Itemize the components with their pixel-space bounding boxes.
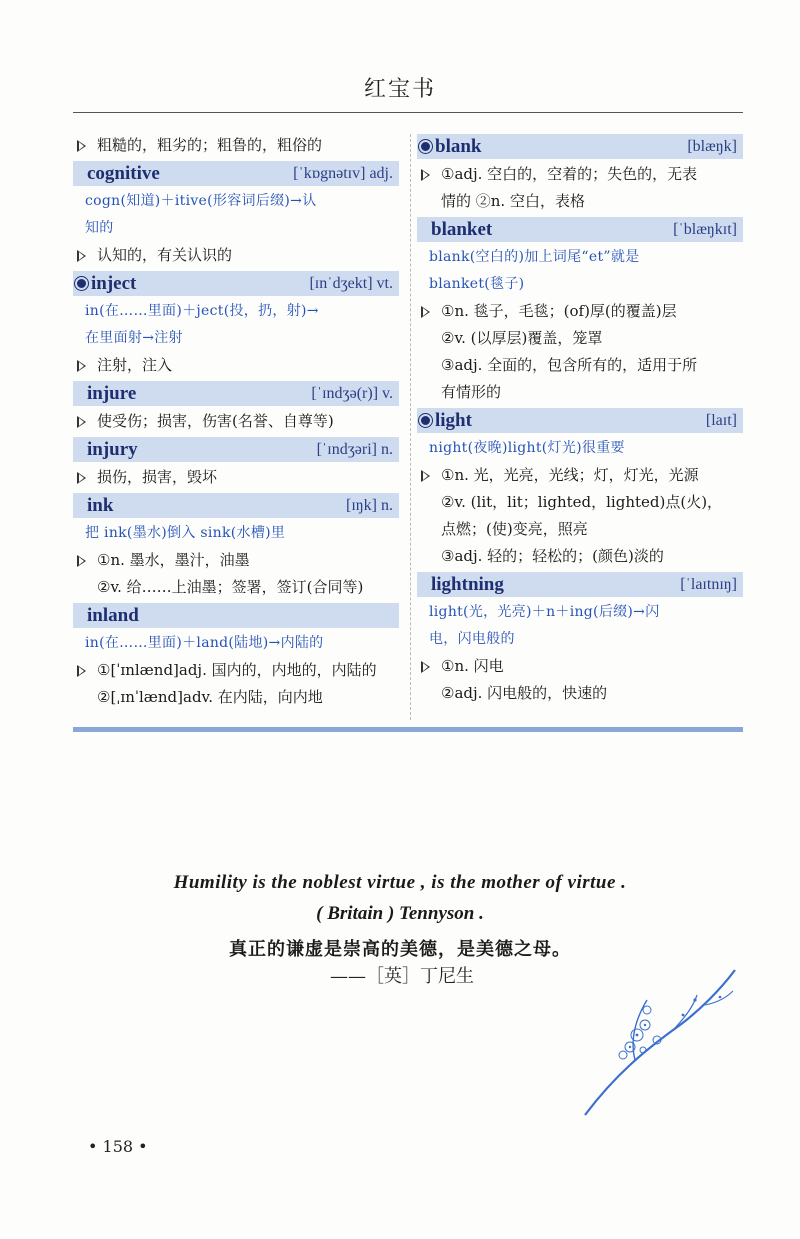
etymology-line: in(在……里面)＋land(陆地)→内陆的 bbox=[85, 635, 324, 651]
entry-word: blanket bbox=[431, 219, 493, 240]
section-bottom-rule bbox=[73, 727, 743, 732]
entry-header bbox=[73, 437, 399, 462]
key-word-dot-icon bbox=[75, 277, 88, 290]
entry-phonetic: [blæŋk] bbox=[687, 138, 737, 155]
entry-phonetic: [ˈɪndʒə(r)] v. bbox=[311, 385, 393, 402]
plum-blossom-branch-icon bbox=[575, 955, 745, 1125]
triangle-bullet-icon bbox=[421, 169, 430, 181]
triangle-bullet-icon bbox=[77, 555, 86, 567]
etymology-line: cogn(知道)＋itive(形容词后缀)→认 bbox=[85, 193, 317, 209]
entry-phonetic: [ˈlaɪtnɪŋ] bbox=[680, 576, 737, 593]
entry-header bbox=[417, 572, 743, 597]
entry-header bbox=[73, 271, 399, 296]
left-column bbox=[73, 132, 399, 711]
definition-line: ③adj. 轻的；轻松的；(颜色)淡的 bbox=[441, 547, 664, 565]
entry-word: blank bbox=[435, 136, 482, 157]
definition: ①n. 闪电 bbox=[417, 653, 743, 680]
etymology-line: 知的 bbox=[85, 220, 114, 236]
entry-header bbox=[73, 381, 399, 406]
entry-word: inland bbox=[87, 605, 139, 626]
etymology-line: 在里面射→注射 bbox=[85, 330, 183, 346]
definition-line: 情的 ②n. 空白，表格 bbox=[441, 192, 585, 210]
page-number: • 158 • bbox=[88, 1137, 148, 1156]
key-word-dot-icon bbox=[419, 140, 432, 153]
entry-word: ink bbox=[87, 495, 114, 516]
definition-line: ②[ˌɪnˈlænd]adv. 在内陆，向内地 bbox=[97, 688, 323, 706]
etymology-line: in(在……里面)＋ject(投，扔，射)→ bbox=[85, 303, 319, 319]
continuation-definition: 粗糙的，粗劣的；粗鲁的，粗俗的 bbox=[73, 132, 399, 159]
definition: 注射，注入 bbox=[73, 352, 399, 379]
quote-author-english: ( Britain ) Tennyson . bbox=[316, 903, 484, 924]
definition: ①[ˈɪnlænd]adj. 国内的，内地的，内陆的 bbox=[73, 657, 399, 684]
definition: ①n. 毯子，毛毯；(of)厚(的覆盖)层 bbox=[417, 298, 743, 325]
etymology-line: night(夜晚)light(灯光)很重要 bbox=[429, 440, 625, 456]
triangle-bullet-icon bbox=[421, 470, 430, 482]
definition-line: ②v. 给……上油墨；签署，签订(合同等) bbox=[97, 578, 364, 596]
triangle-bullet-icon bbox=[421, 306, 430, 318]
quote-english: Humility is the noblest virtue , is the mother of virtue . bbox=[173, 872, 627, 893]
quote-chinese: 真正的谦虚是崇高的美德，是美德之母。 bbox=[229, 939, 571, 960]
definition-line: ②v. (lit，lit；lighted，lighted)点(火)， bbox=[441, 493, 723, 511]
etymology-line: light(光，光亮)＋n＋ing(后缀)→闪 bbox=[429, 604, 660, 620]
entry-word-wrap bbox=[419, 134, 481, 159]
entry-header bbox=[73, 603, 399, 628]
entry-header bbox=[417, 134, 743, 159]
entry-header bbox=[73, 493, 399, 518]
definition: 使受伤；损害，伤害(名誉、自尊等) bbox=[73, 408, 399, 435]
definition: ①n. 墨水，墨汁，油墨 bbox=[73, 547, 399, 574]
entry-phonetic: [ˈɪndʒəri] n. bbox=[316, 441, 393, 458]
triangle-bullet-icon bbox=[77, 250, 86, 262]
entry-phonetic: [ɪnˈdʒekt] vt. bbox=[309, 275, 393, 292]
definition: 损伤，损害，毁坏 bbox=[73, 464, 399, 491]
entry-word: light bbox=[435, 410, 472, 431]
etymology-line: 电，闪电般的 bbox=[429, 631, 515, 647]
quote-author-chinese: ——［英］丁尼生 bbox=[330, 966, 474, 987]
key-word-dot-icon bbox=[419, 414, 432, 427]
triangle-bullet-icon bbox=[77, 140, 86, 152]
column-divider bbox=[410, 134, 411, 720]
right-column bbox=[417, 132, 743, 707]
triangle-bullet-icon bbox=[77, 665, 86, 677]
definition-line: 有情形的 bbox=[441, 383, 502, 401]
entry-header bbox=[417, 408, 743, 433]
header-divider bbox=[73, 112, 743, 113]
triangle-bullet-icon bbox=[77, 472, 86, 484]
triangle-bullet-icon bbox=[421, 661, 430, 673]
definition: ①n. 光，光亮，光线；灯，灯光，光源 bbox=[417, 462, 743, 489]
etymology-line: blanket(毯子) bbox=[429, 276, 525, 292]
definition: 认知的，有关认识的 bbox=[73, 242, 399, 269]
entry-phonetic: [ˈkɒgnətɪv] adj. bbox=[293, 165, 393, 182]
page-title: 红宝书 bbox=[363, 77, 436, 102]
entry-word-wrap bbox=[419, 408, 472, 433]
entry-header bbox=[417, 217, 743, 242]
entry-word: lightning bbox=[431, 574, 504, 595]
entry-word: injury bbox=[87, 439, 138, 460]
definition-line: ③adj. 全面的，包含所有的，适用于所 bbox=[441, 356, 698, 374]
definition-line: 点燃；(使)变亮，照亮 bbox=[441, 520, 588, 538]
etymology-line: 把 ink(墨水)倒入 sink(水槽)里 bbox=[85, 525, 286, 541]
entry-phonetic: [laɪt] bbox=[705, 412, 737, 429]
definition-line: ②adj. 闪电般的，快速的 bbox=[441, 684, 608, 702]
entry-word-wrap bbox=[75, 271, 136, 296]
triangle-bullet-icon bbox=[77, 360, 86, 372]
definition: ①adj. 空白的，空着的；失色的，无表 bbox=[417, 161, 743, 188]
definition-line: ②v. (以厚层)覆盖，笼罩 bbox=[441, 329, 603, 347]
entry-phonetic: [ɪŋk] n. bbox=[345, 497, 393, 514]
entry-word: cognitive bbox=[87, 163, 160, 184]
triangle-bullet-icon bbox=[77, 416, 86, 428]
etymology-line: blank(空白的)加上词尾“et”就是 bbox=[429, 249, 640, 265]
entry-phonetic: [ˈblæŋkɪt] bbox=[673, 221, 737, 238]
entry-word: injure bbox=[87, 383, 137, 404]
entry-header bbox=[73, 161, 399, 186]
entry-word: inject bbox=[91, 273, 137, 294]
